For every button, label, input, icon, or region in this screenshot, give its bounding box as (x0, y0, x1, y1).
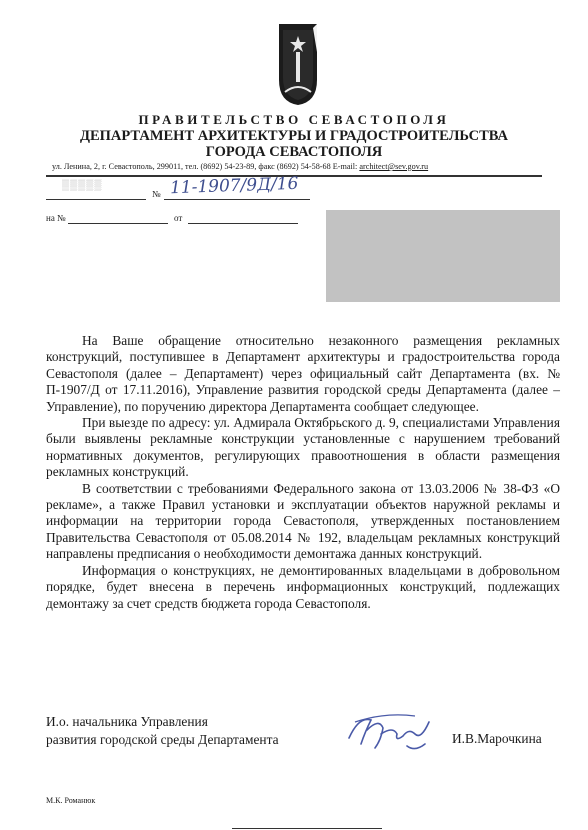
email-link[interactable]: architect@sev.gov.ru (359, 162, 429, 171)
footer-line (232, 828, 382, 829)
sevastopol-coat-of-arms-icon (277, 22, 319, 106)
contact-address (52, 162, 548, 171)
number-line (164, 199, 310, 200)
date-line (46, 199, 146, 200)
department-title: ДЕПАРТАМЕНТ АРХИТЕКТУРЫ И ГРАДОСТРОИТЕЛЬСТВА (79, 128, 509, 144)
reply-number-line (68, 223, 168, 224)
executor-name: М.К. Романюк (46, 796, 96, 805)
signatory-position (46, 713, 279, 749)
paragraph-3: В соответствии с требованиями Федерального закона от 13.03.2006 № 38-ФЗ «О рекламе», а также Правил установки и эксплуатации объектов наружной рекламы и информации на территории города Севастополя, утвержденных постановлением Правительства Севастополя от 05.08.2014 № 192, владельцам рекламных конструкций направлены предписания о необходимости демонтажа данных конструкций. (46, 480, 560, 562)
redacted-recipient-block (326, 210, 560, 302)
letter-body (46, 333, 560, 612)
signatory-name: И.В.Марочкина (452, 731, 542, 746)
handwritten-signature (345, 708, 435, 754)
faint-stamp-mark: ▒▒▒▒▒ (62, 180, 103, 191)
handwritten-number: 11-1907/9Д/16 (169, 173, 299, 199)
government-title: ПРАВИТЕЛЬСТВО СЕВАСТОПОЛЯ (138, 112, 450, 127)
position-line-1: И.о. начальника Управления (46, 714, 208, 729)
number-label: № (152, 189, 161, 199)
reply-label: на № (46, 213, 66, 223)
paragraph-1: На Ваше обращение относительно незаконного размещения рекламных конструкций, поступившее в Департамент архитектуры и градостроительства города Севастополя (далее – Департамент) через официальный сайт Департамента (вх. № П-1907/Д от 17.11.2016), Управление развития городской среды Департамента (далее – Управление), по поручению директора Департамента сообщает следующее. (46, 333, 560, 414)
from-label: от (174, 213, 183, 223)
address-text: ул. Ленина, 2, г. Севастополь, 299011, тел. (8692) 54-23-89, факс (8692) 54-58-68 E-mail: (52, 162, 360, 171)
reply-date-line (188, 223, 298, 224)
paragraph-2: При выезде по адресу: ул. Адмирала Октябрьского д. 9, специалистами Управления были выявлены рекламные конструкции установленные с нарушением требований нормативных документов, регулирующих правоотношения в области размещения рекламных конструкций. (46, 415, 560, 480)
paragraph-4: Информация о конструкциях, не демонтированных владельцами в добровольном порядке, будет внесена в перечень информационных конструкций, подлежащих демонтажу за счет средств бюджета города Севастополя. (46, 562, 560, 611)
city-title: ГОРОДА СЕВАСТОПОЛЯ (205, 144, 383, 160)
position-line-2: развития городской среды Департамента (46, 732, 279, 747)
